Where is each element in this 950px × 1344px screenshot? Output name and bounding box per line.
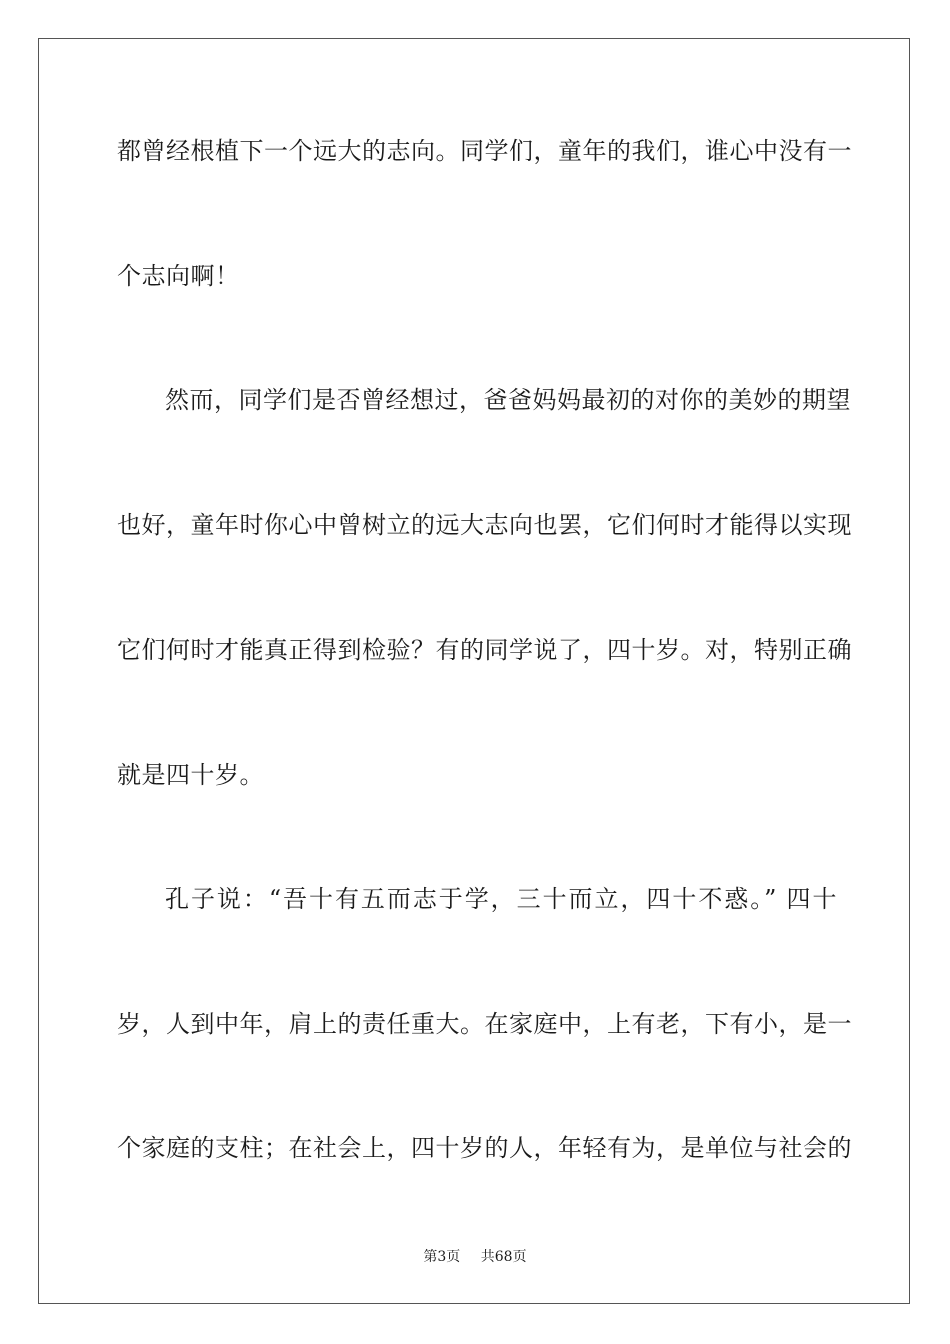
text-line: 都曾经根植下一个远大的志向。同学们，童年的我们，谁心中没有一 — [117, 137, 852, 165]
page-total: 共68页 — [480, 1249, 527, 1265]
text-line: 它们何时才能真正得到检验？有的同学说了，四十岁。对，特别正确 — [117, 636, 852, 664]
page-number: 第3页 — [423, 1249, 461, 1265]
paragraph-start-line: 然而，同学们是否曾经想过，爸爸妈妈最初的对你的美妙的期望 — [165, 386, 851, 414]
page-footer — [0, 1248, 950, 1266]
text-line: 也好，童年时你心中曾树立的远大志向也罢，它们何时才能得以实现 — [117, 511, 852, 539]
page-border — [38, 38, 910, 1304]
text-line: 就是四十岁。 — [117, 761, 264, 789]
text-line: 个志向啊！ — [117, 262, 240, 290]
text-line: 岁，人到中年，肩上的责任重大。在家庭中，上有老，下有小，是一 — [117, 1010, 852, 1038]
text-line: 个家庭的支柱；在社会上，四十岁的人，年轻有为，是单位与社会的 — [117, 1134, 852, 1162]
paragraph-start-line: 孔子说：“吾十有五而志于学，三十而立，四十不惑。” 四十 — [165, 885, 837, 913]
